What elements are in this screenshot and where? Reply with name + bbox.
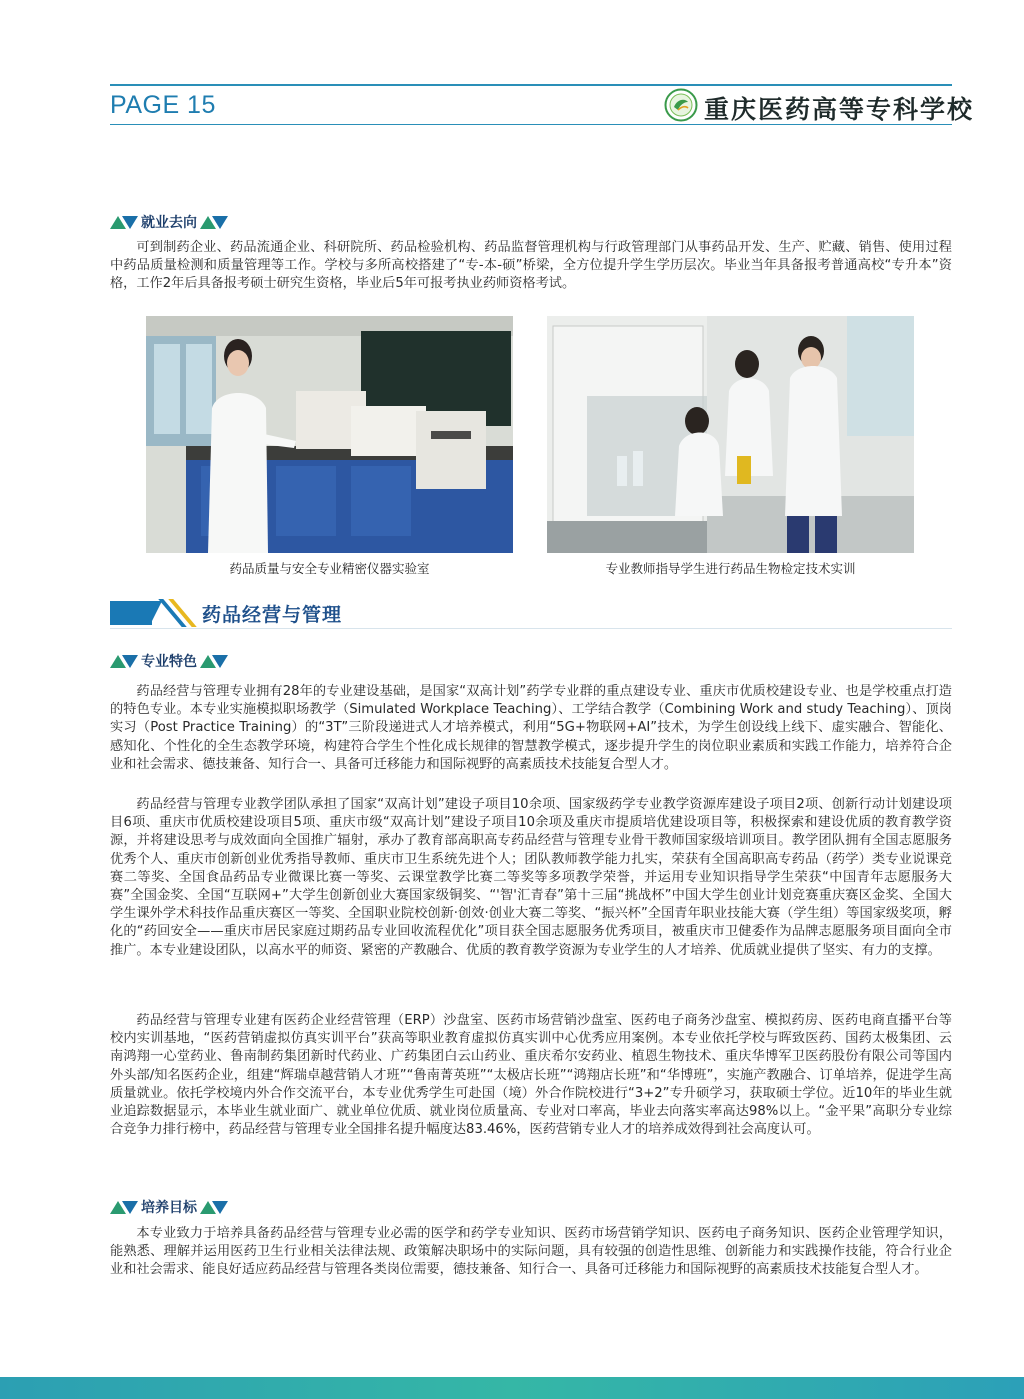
- triangle-icon: [212, 1201, 228, 1214]
- features-heading-label: 专业特色: [141, 654, 197, 670]
- goals-heading-label: 培养目标: [141, 1200, 197, 1216]
- section-title-block: [110, 601, 152, 625]
- features-heading: [110, 651, 228, 671]
- school-logo-icon: [664, 88, 698, 122]
- features-paragraph: 药品经营与管理专业建有医药企业经营管理（ERP）沙盘室、医药市场营销沙盘室、医药电子商务沙盘室、模拟药房、医药电商直播平台等校内实训基地，“医药营销虚拟仿真实训平台”获高等职业教育虚拟仿真实训中心优秀应用案例。本专业依托学校与晖致医药、国药太极集团、云南鸿翔一心堂药业、鲁南制药集团新时代药业、广药集团白云山药业、重庆希尔安药业、植恩生物技术、重庆华博军卫医药股份有限公司等国内外头部/知名医药企业，组建“辉瑞卓越营销人才班”“鲁南菁英班”“太极店长班”“鸿翔店长班”和“华博班”，实施产教融合、订单培养，促进学生高质量就业。依托学校境内外合作交流平台，本专业优秀学生可赴国（境）外合作院校进行“3+2”专升硕学习，获取硕士学位。近10年的毕业生就业追踪数据显示，本毕业生就业面广、就业单位优质、就业岗位质量高、专业对口率高，毕业去向落实率高达98%以上。“金平果”高职分专业综合竞争力排行榜中，药品经营与管理专业全国排名提升幅度达83.46%，医药营销专业人才的培养成效得到社会高度认可。: [110, 1013, 952, 1138]
- header-bottom-rule: [110, 124, 952, 125]
- employment-heading: [110, 212, 228, 232]
- photo-caption: 专业教师指导学生进行药品生物检定技术实训: [605, 561, 856, 576]
- section-title: 药品经营与管理: [202, 604, 343, 626]
- features-paragraph: 药品经营与管理专业拥有28年的专业建设基础，是国家“双高计划”药学专业群的重点建设专业、重庆市优质校建设专业、也是学校重点打造的特色专业。本专业实施模拟职场教学（Simulated Workplace Teaching）、工学结合教学（Combining Work and study Teaching）、顶岗实习（Post Practice Training）的“3T”三阶段递进式人才培养模式，利用“5G+物联网+AI”技术，为学生创设线上线下、虚实融合、智能化、感知化、个性化的全生态教学环境，构建符合学生个性化成长规律的智慧教学模式，逐步提升学生的岗位职业素质和实践工作能力，培养符合企业和社会需求、德技兼备、知行合一、具备可迁移能力和国际视野的高素质技术技能复合型人才。: [110, 684, 952, 772]
- triangle-icon: [122, 655, 138, 668]
- section-title-wedge: [150, 601, 162, 625]
- triangle-icon: [122, 1201, 138, 1214]
- school-name: 重庆医药高等专科学校: [704, 95, 975, 124]
- header-top-rule: [110, 84, 952, 86]
- page-number: PAGE 15: [110, 91, 216, 119]
- triangle-icon: [122, 216, 138, 229]
- section-title-underline: [110, 628, 952, 629]
- goals-text: 本专业致力于培养具备药品经营与管理专业必需的医学和药学专业知识、医药市场营销学知识、医药电子商务知识、医药企业管理学知识，能熟悉、理解并运用医药卫生行业相关法律法规、政策解决职场中的实际问题，具有较强的创造性思维、创新能力和实践操作技能，符合行业企业和社会需求、能良好适应药品经营与管理各类岗位需要，德技兼备、知行合一、具备可迁移能力和国际视野的高素质技术技能复合型人才。: [110, 1226, 952, 1278]
- triangle-icon: [212, 216, 228, 229]
- features-paragraph: 药品经营与管理专业教学团队承担了国家“双高计划”建设子项目10余项、国家级药学专业教学资源库建设子项目2项、创新行动计划建设项目6项、重庆市优质校建设项目5项、重庆市级“双高计划”建设子项目10余项及重庆市提质培优建设项目等，积极探索和建设优质的教育教学资源，并将建设思考与成效面向全国推广辐射，承办了教育部高职高专药品经营与管理专业骨干教师国家级培训项目。教学团队拥有全国志愿服务优秀个人、重庆市创新创业优秀指导教师、重庆市卫生系统先进个人；团队教师教学能力扎实，荣获有全国高职高专药品（药学）类专业说课竞赛二等奖、全国食品药品专业微课比赛一等奖、云课堂教学比赛二等奖等多项教学荣誉，并运用专业知识指导学生荣获“中国青年志愿服务大赛”全国金奖、全国“互联网+”大学生创新创业大赛国家级铜奖、“'智'汇青春”第十三届“挑战杯”中国大学生创业计划竞赛重庆赛区金奖、全国大学生课外学术科技作品重庆赛区一等奖、全国职业院校创新·创效·创业大赛二等奖、“振兴杯”全国青年职业技能大赛（学生组）等国家级奖项，孵化的“药回安全——重庆市居民家庭过期药品专业回收流程优化”项目获全国志愿服务优秀项目，被重庆市卫健委作为品牌志愿服务项目面向全市推广。本专业建设团队，以高水平的师资、紧密的产教融合、优质的教育教学资源为专业学生的人才培养、优质就业提供了坚实、有力的支撑。: [110, 797, 952, 958]
- employment-heading-label: 就业去向: [141, 215, 197, 231]
- lab-instrument-photo: [146, 316, 513, 553]
- section-title-bar: [110, 599, 952, 629]
- photo-caption: 药品质量与安全专业精密仪器实验室: [229, 561, 430, 576]
- triangle-icon: [212, 655, 228, 668]
- employment-text: 可到制药企业、药品流通企业、科研院所、药品检验机构、药品监督管理机构与行政管理部门从事药品开发、生产、贮藏、销售、使用过程中药品质量检测和质量管理等工作。学校与多所高校搭建了“专-本-硕”桥梁，全方位提升学生学历层次。毕业当年具备报考普通高校“专升本”资格，工作2年后具备报考硕士研究生资格，毕业后5年可报考执业药师资格考试。: [110, 240, 952, 292]
- biological-test-training-photo: [547, 316, 914, 553]
- footer-band: [0, 1377, 1024, 1399]
- goals-heading: [110, 1197, 228, 1217]
